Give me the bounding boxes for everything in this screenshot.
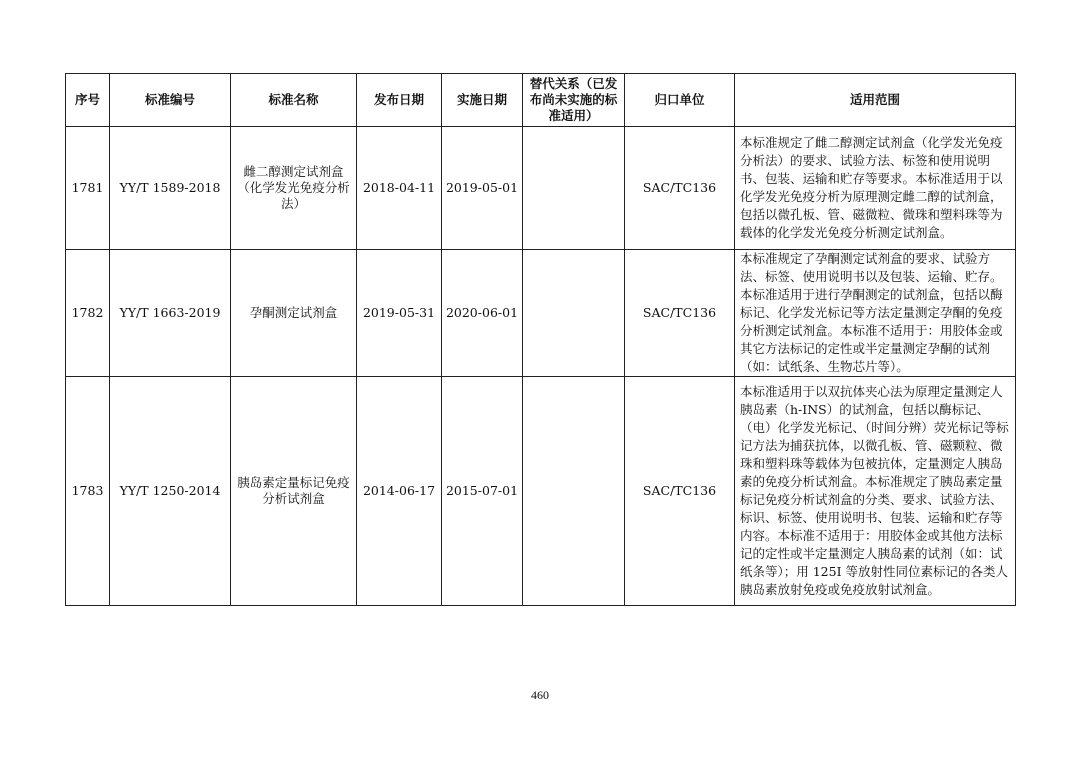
header-code: 标准编号 [110,74,231,127]
table-row [66,250,1016,377]
cell-code: YY/T 1589-2018 [110,127,231,250]
cell-scope: 本标准适用于以双抗体夹心法为原理定量测定人胰岛素（h-INS）的试剂盒，包括以酶标记、（电）化学发光标记、（时间分辨）荧光标记等标记方法为捕获抗体，以微孔板、管、磁颗粒、微珠和塑料珠等载体为包被抗体，定量测定人胰岛素的免疫分析试剂盒。本标准规定了胰岛素定量标记免疫分析试剂盒的分类、要求、试验方法、标识、标签、使用说明书、包装、运输和贮存等内容。本标准不适用于：用胶体金或其他方法标记的定性或半定量测定人胰岛素的试剂（如：试纸条等）；用 125I 等放射性同位素标记的各类人胰岛素放射免疫或免疫放射试剂盒。 [735,377,1016,606]
cell-seq: 1782 [66,250,110,377]
header-seq: 序号 [66,74,110,127]
cell-publish-date: 2019-05-31 [357,250,442,377]
cell-unit: SAC/TC136 [625,377,735,606]
cell-name: 雌二醇测定试剂盒（化学发光免疫分析法） [231,127,357,250]
cell-seq: 1783 [66,377,110,606]
cell-publish-date: 2014-06-17 [357,377,442,606]
header-name: 标准名称 [231,74,357,127]
standards-table [65,73,1016,606]
cell-code: YY/T 1663-2019 [110,250,231,377]
header-scope: 适用范围 [735,74,1016,127]
cell-seq: 1781 [66,127,110,250]
header-unit: 归口单位 [625,74,735,127]
header-row [66,74,1016,127]
cell-unit: SAC/TC136 [625,127,735,250]
cell-publish-date: 2018-04-11 [357,127,442,250]
cell-implement-date: 2020-06-01 [442,250,523,377]
cell-implement-date: 2019-05-01 [442,127,523,250]
cell-replacement [523,377,625,606]
header-implement-date: 实施日期 [442,74,523,127]
header-publish-date: 发布日期 [357,74,442,127]
cell-scope: 本标准规定了雌二醇测定试剂盒（化学发光免疫分析法）的要求、试验方法、标签和使用说明书、包装、运输和贮存等要求。本标准适用于以化学发光免疫分析为原理测定雌二醇的试剂盒，包括以微孔板、管、磁微粒、微珠和塑料珠等为载体的化学发光免疫分析测定试剂盒。 [735,127,1016,250]
cell-code: YY/T 1250-2014 [110,377,231,606]
header-replacement: 替代关系（已发布尚未实施的标准适用） [523,74,625,127]
cell-name: 孕酮测定试剂盒 [231,250,357,377]
page-number: 460 [531,688,549,702]
cell-unit: SAC/TC136 [625,250,735,377]
cell-implement-date: 2015-07-01 [442,377,523,606]
cell-replacement [523,250,625,377]
table-row [66,127,1016,250]
cell-scope: 本标准规定了孕酮测定试剂盒的要求、试验方法、标签、使用说明书以及包装、运输、贮存。本标准适用于进行孕酮测定的试剂盒，包括以酶标记、化学发光标记等方法定量测定孕酮的免疫分析测定试剂盒。本标准不适用于：用胶体金或其它方法标记的定性或半定量测定孕酮的试剂（如：试纸条、生物芯片等）。 [735,250,1016,377]
cell-replacement [523,127,625,250]
table-row [66,377,1016,606]
cell-name: 胰岛素定量标记免疫分析试剂盒 [231,377,357,606]
